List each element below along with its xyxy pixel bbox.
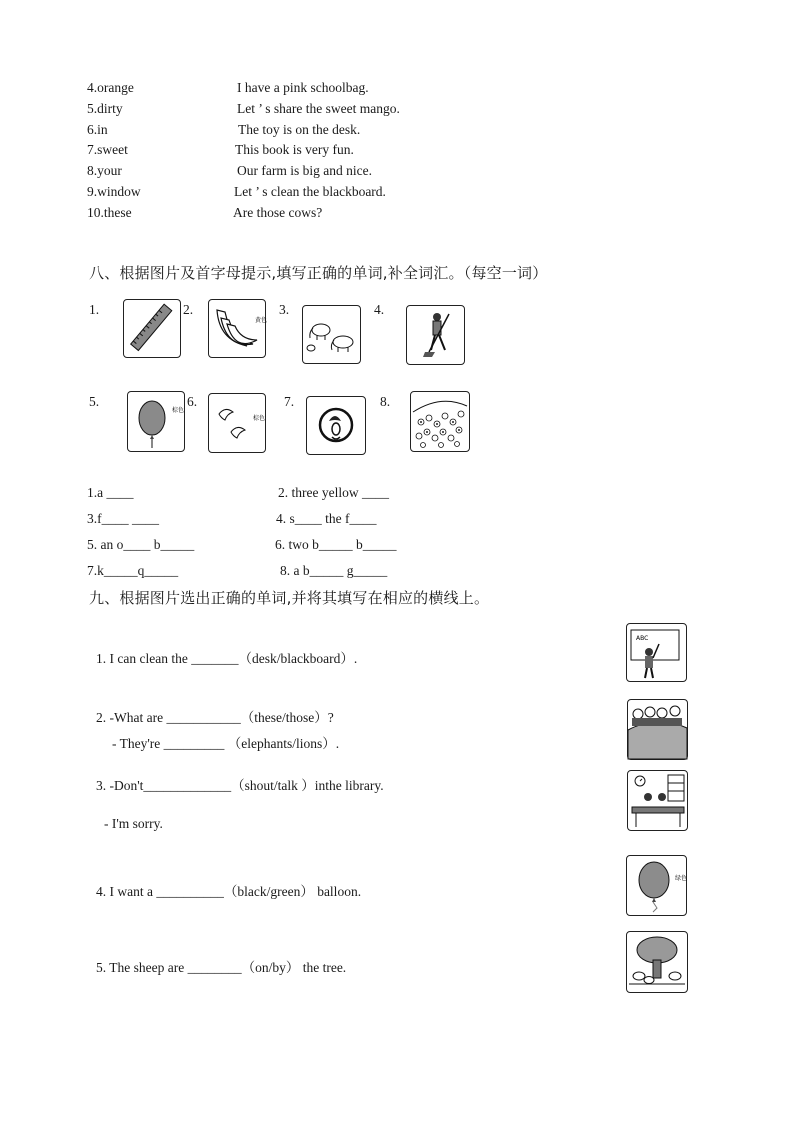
color-label-brown: 棕色 [253, 415, 266, 422]
fill-blank: 8. a b_____ g_____ [280, 563, 388, 578]
match-word: 5.dirty [87, 101, 123, 116]
picture-number: 1. [89, 302, 100, 317]
match-word: 4.orange [87, 80, 134, 95]
match-word: 9.window [87, 184, 141, 199]
ruler-picture [123, 299, 181, 358]
fill-blank: 5. an o____ b_____ [87, 537, 195, 552]
picture-number: 8. [380, 394, 391, 409]
balloon-picture [127, 391, 185, 452]
birds-picture [208, 393, 266, 453]
green-balloon-picture [626, 855, 687, 916]
picture-number: 3. [279, 302, 290, 317]
color-label-yellow: 黄色 [255, 317, 268, 324]
blackboard-text: ABC [636, 635, 649, 642]
question-5: 5. The sheep are ________（on/by） the tree. [96, 960, 347, 975]
library-picture [627, 770, 688, 831]
fill-blank: 3.f____ ____ [87, 511, 159, 526]
question-2b: - They're _________ （elephants/lions）. [112, 736, 340, 751]
picture-number: 7. [284, 394, 295, 409]
match-sentence: This book is very fun. [235, 142, 354, 157]
match-word: 10.these [87, 205, 132, 220]
match-word: 6.in [87, 122, 108, 137]
picture-number: 4. [374, 302, 385, 317]
match-word: 7.sweet [87, 142, 128, 157]
section-9-heading: 九、根据图片选出正确的单词,并将其填写在相应的横线上。 [89, 589, 490, 607]
match-sentence: The toy is on the desk. [238, 122, 361, 137]
question-3a: 3. -Don't_____________（shout/talk ）inthe library. [96, 778, 384, 793]
color-label-green: 绿色 [675, 875, 688, 882]
match-sentence: Let ’ s clean the blackboard. [234, 184, 386, 199]
picture-number: 5. [89, 394, 100, 409]
fill-blank: 7.k_____q_____ [87, 563, 179, 578]
question-2a: 2. -What are ___________（these/those）? [96, 710, 334, 725]
question-3b: - I'm sorry. [104, 816, 163, 831]
fill-blank: 2. three yellow ____ [278, 485, 389, 500]
sheep-tree-picture [626, 931, 688, 993]
question-4: 4. I want a __________（black/green） balloon. [96, 884, 362, 899]
flower-garden-picture [410, 391, 470, 452]
match-sentence: Let ’ s share the sweet mango. [237, 101, 400, 116]
match-sentence: I have a pink schoolbag. [237, 80, 369, 95]
lions-picture [627, 699, 688, 760]
fill-blank: 1.a ____ [87, 485, 134, 500]
sweeping-boy-picture [406, 305, 465, 365]
kite-picture [306, 396, 366, 455]
match-word: 8.your [87, 163, 122, 178]
blackboard-picture [626, 623, 687, 682]
picture-number: 6. [187, 394, 198, 409]
elephants-picture [302, 305, 361, 364]
picture-number: 2. [183, 302, 194, 317]
section-8-heading: 八、根据图片及首字母提示,填写正确的单词,补全词汇。（每空一词） [89, 264, 548, 282]
bananas-picture [208, 299, 266, 358]
color-label-brown: 棕色 [172, 407, 185, 414]
match-sentence: Are those cows? [233, 205, 323, 220]
fill-blank: 6. two b_____ b_____ [275, 537, 397, 552]
question-1: 1. I can clean the _______（desk/blackboard）. [96, 651, 358, 666]
match-sentence: Our farm is big and nice. [237, 163, 372, 178]
fill-blank: 4. s____ the f____ [276, 511, 377, 526]
